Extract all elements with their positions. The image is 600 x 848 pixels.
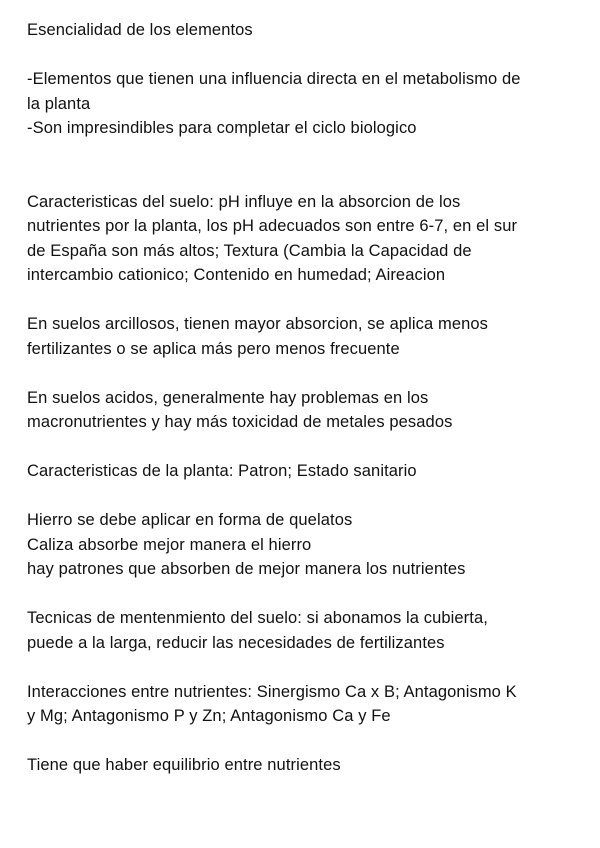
spacer (27, 435, 583, 460)
interactions-paragraph (27, 680, 583, 729)
plant-characteristics-paragraph (27, 459, 583, 484)
note-body (27, 18, 583, 778)
note-title: Esencialidad de los elementos (27, 21, 253, 39)
clay-soils-paragraph (27, 312, 583, 361)
spacer (27, 361, 583, 386)
interactions-line-1: Interacciones entre nutrientes: Sinergismo Ca x B; Antagonismo K (27, 682, 517, 701)
clay-soils-line-1: En suelos arcillosos, tienen mayor absorcion, se aplica menos (27, 315, 488, 333)
acid-soils-line-1: En suelos acidos, generalmente hay problemas en los (27, 388, 429, 407)
acid-soils-line-2: macronutrientes y hay más toxicidad de metales pesados (27, 413, 453, 431)
essentiality-line-3: -Son impresindibles para completar el ciclo biologico (27, 119, 417, 137)
iron-line-2: Caliza absorbe mejor manera el hierro (27, 535, 312, 554)
soil-characteristics-line-4: intercambio cationico; Contenido en humedad; Aireacion (27, 266, 446, 284)
soil-characteristics-line-2: nutrientes por la planta, los pH adecuados son entre 6-7, en el sur (27, 217, 518, 235)
spacer (27, 43, 583, 68)
spacer (27, 288, 583, 313)
spacer (27, 729, 583, 754)
iron-paragraph (27, 508, 583, 582)
balance-paragraph (27, 753, 583, 778)
soil-maintenance-paragraph (27, 606, 583, 655)
spacer (27, 655, 583, 680)
plant-characteristics-line-1: Caracteristicas de la planta: Patron; Estado sanitario (27, 462, 417, 480)
essentiality-line-1: -Elementos que tienen una influencia directa en el metabolismo de (27, 70, 521, 88)
soil-maintenance-line-2: puede a la larga, reducir las necesidades de fertilizantes (27, 633, 445, 652)
spacer (27, 165, 583, 190)
clay-soils-line-2: fertilizantes o se aplica más pero menos frecuente (27, 339, 400, 358)
soil-maintenance-line-1: Tecnicas de mentenmiento del suelo: si abonamos la cubierta, (27, 609, 488, 627)
essentiality-line-2: la planta (27, 94, 91, 113)
interactions-line-2: y Mg; Antagonismo P y Zn; Antagonismo Ca y Fe (27, 707, 391, 725)
spacer (27, 484, 583, 509)
iron-line-3: hay patrones que absorben de mejor manera los nutrientes (27, 560, 466, 578)
balance-line-1: Tiene que haber equilibrio entre nutrientes (27, 756, 341, 774)
spacer (27, 141, 583, 166)
spacer (27, 582, 583, 607)
soil-characteristics-line-3: de España son más altos; Textura (Cambia la Capacidad de (27, 241, 472, 260)
soil-characteristics-paragraph (27, 190, 583, 288)
essentiality-paragraph (27, 67, 583, 141)
iron-line-1: Hierro se debe aplicar en forma de quelatos (27, 511, 353, 529)
acid-soils-paragraph (27, 386, 583, 435)
soil-characteristics-line-1: Caracteristicas del suelo: pH influye en la absorcion de los (27, 192, 461, 211)
